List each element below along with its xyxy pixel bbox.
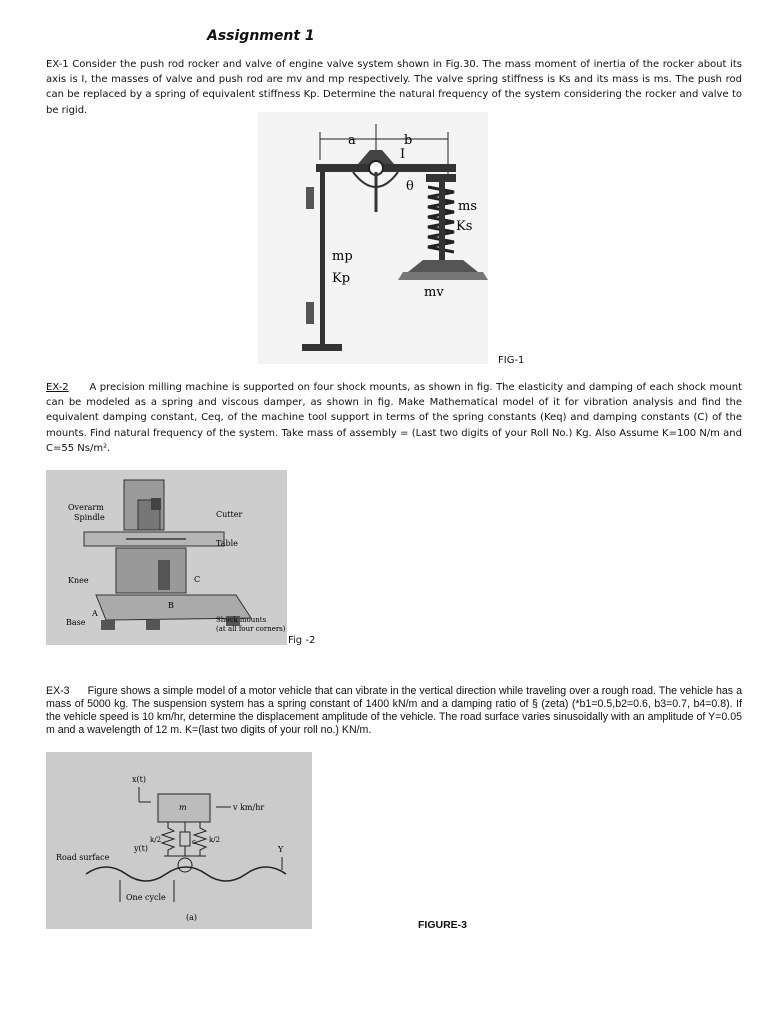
fig1-label-mp: mp: [332, 249, 353, 264]
fig1-drawing: [258, 112, 488, 364]
fig1-label-I: I: [400, 147, 406, 162]
fig3-label-c: c: [192, 838, 196, 846]
ex3-text: Figure shows a simple model of a motor vehicle that can vibrate in the vertical direction while traveling over a rough road. The vehicle has a mass of 5000 kg. The suspension system has a spring constant of 1400 kN/m and a damping ratio of § (zeta) (*b1=0.5,b2=0.6, b3=0.7, b4=0.8). If the vehicle speed is 10 km/hr, determine the displacement amplitude of the vehicle. The road surface varies sinusoidally with an amplitude of Y=0.05 m and a wavelength of 12 m. K=(last two digits of your roll no.) KN/m.: [46, 685, 742, 736]
fig1-caption: FIG-1: [498, 355, 525, 366]
fig1-label-Kp: Kp: [332, 271, 351, 286]
fig3-label-road: Road surface: [56, 853, 110, 862]
ex2-label: EX-2: [46, 382, 69, 393]
fig2-label-A: A: [92, 609, 98, 618]
fig2-label-C: C: [194, 575, 201, 584]
fig3-label-yt: y(t): [134, 844, 148, 853]
fig2-label-spindle: Spindle: [74, 513, 105, 522]
ex1-label: EX-1: [46, 59, 69, 70]
fig3-label-sub: (a): [186, 913, 198, 922]
fig1-label-a: a: [348, 133, 356, 148]
fig2-label-mounts: Shock mounts: [216, 616, 267, 624]
fig3-drawing: [46, 752, 312, 929]
fig1-label-Ks: Ks: [456, 219, 473, 234]
fig2-label-overarm: Overarm: [68, 503, 104, 512]
ex1-paragraph: [46, 57, 742, 118]
fig2-label-mounts-corners: (at all four corners): [216, 625, 286, 633]
fig2-label-knee: Knee: [68, 576, 89, 585]
fig1-label-b: b: [404, 133, 413, 148]
fig2-label-base: Base: [66, 618, 86, 627]
fig2-drawing: [46, 470, 287, 645]
fig2-label-cutter: Cutter: [216, 510, 243, 519]
page-title: Assignment 1: [207, 28, 315, 44]
fig3-label-k2-right: k/2: [209, 836, 221, 844]
fig2-caption: Fig -2: [288, 635, 316, 646]
fig3-label-m: m: [179, 803, 187, 812]
fig3-caption: FIGURE-3: [418, 919, 468, 931]
fig3-label-cycle: One cycle: [126, 893, 166, 902]
fig3-label-xt: x(t): [132, 775, 146, 784]
fig3-label-k2-left: k/2: [150, 836, 162, 844]
fig2-label-table: Table: [216, 539, 238, 548]
ex2-text: A precision milling machine is supported on four shock mounts, as shown in fig. The elasticity and damping of each shock mount can be modeled as a spring and viscous damper, as shown in fig. Make Mathematical model of it for vibration analysis and find the equivalent damping constant, Ceq, of the machine tool support in terms of the spring constants (Keq) and damping constants (C) of the mounts. Find natural frequency of the system. Take mass of assembly = (Last two digits of your Roll No.) Kg. Also Assume K=100 N/m and C=55 Ns/m².: [46, 382, 742, 454]
ex3-label: EX-3: [46, 685, 70, 697]
ex3-paragraph: [46, 685, 742, 737]
fig3-label-Y: Y: [278, 845, 284, 854]
fig3-label-speed: v km/hr: [233, 803, 265, 812]
fig1-label-mv: mv: [424, 285, 444, 300]
fig1-label-theta: θ: [406, 179, 414, 194]
fig2-label-B: B: [168, 601, 174, 610]
ex2-paragraph: [46, 380, 742, 456]
ex1-text: Consider the push rod rocker and valve of engine valve system shown in Fig.30. The mass moment of inertia of the rocker about its axis is I, the masses of valve and push rod are mv and mp respectively. The valve spring stiffness is Ks and its mass is ms. The push rod can be replaced by a spring of equivalent stiffness Kp. Determine the natural frequency of the system considering the rocker and valve to be rigid.: [46, 59, 742, 116]
fig1-label-ms: ms: [458, 199, 477, 214]
